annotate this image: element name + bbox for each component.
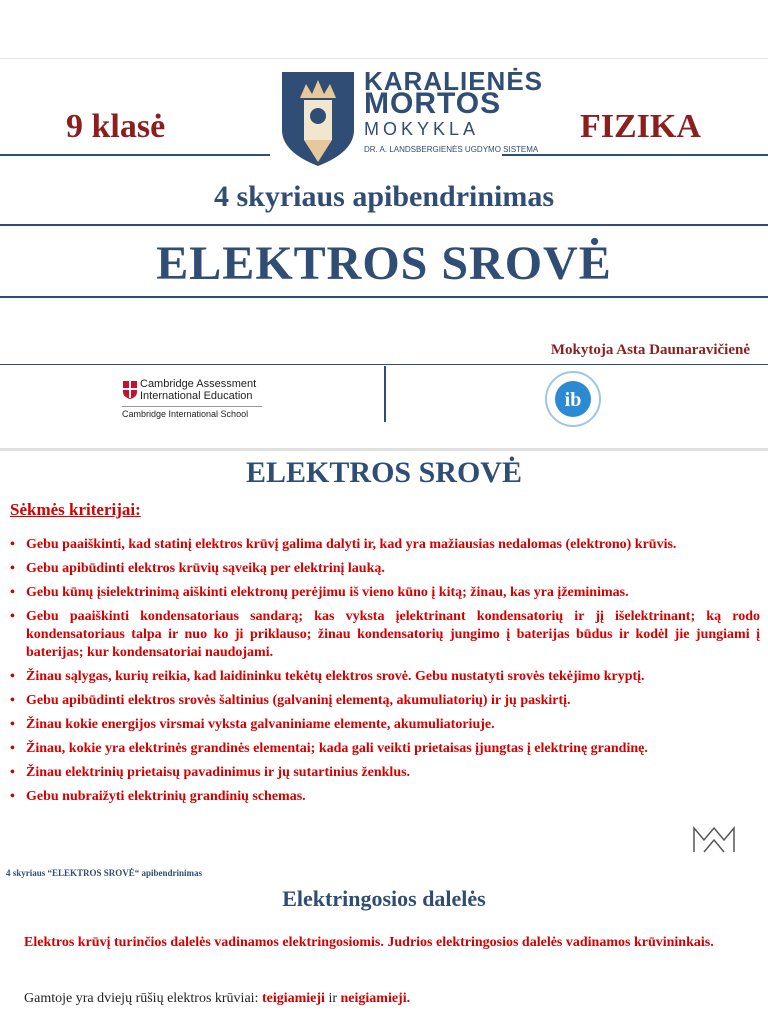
logo-line-2: MORTOS xyxy=(364,87,502,120)
criteria-heading: Sėkmės kriterijai: xyxy=(10,500,141,519)
divider-bottom xyxy=(0,296,768,298)
logo-line-1: KARALIENĖS xyxy=(364,66,544,96)
list-item: • Gebu apibūdinti elektros srovės šaltinius (galvaninį elementą, akumuliatorių) ir jų paskirtį. xyxy=(8,692,760,710)
particles-slide-title: Elektringosios dalelės xyxy=(282,886,486,911)
school-monogram-icon xyxy=(690,826,740,854)
school-crest-icon xyxy=(280,70,356,168)
list-item: • Gebu nubraižyti elektrinių grandinių schemas. xyxy=(8,788,760,806)
charge-types-prefix: Gamtoje yra dviejų rūšių elektros krūviai: xyxy=(24,991,262,1006)
cambridge-shield-icon xyxy=(122,380,138,400)
charge-types-paragraph xyxy=(24,991,410,1007)
teacher-name: Mokytoja Asta Daunaravičienė xyxy=(550,342,750,358)
cambridge-line-1: Cambridge Assessment xyxy=(140,378,257,390)
subject-label: FIZIKA xyxy=(580,108,701,145)
divider-mid xyxy=(0,224,768,226)
definition-paragraph: Elektros krūvį turinčios dalelės vadinamos elektringosiomis. Judrios elektringosios dalelės vadinamos krūvininkais. xyxy=(24,935,714,950)
logo-separator xyxy=(384,366,386,422)
ib-logo-icon xyxy=(544,370,602,428)
list-item: • Gebu paaiškinti, kad statinį elektros krūvį galima dalyti ir, kad yra mažiausias nedalomas (elektrono) krūvis. xyxy=(8,536,760,554)
divider-left xyxy=(0,154,270,156)
list-item: • Žinau elektrinių prietaisų pavadinimus ir jų sutartinius ženklus. xyxy=(8,764,760,782)
negative-charge-label: neigiamieji. xyxy=(340,991,411,1006)
cambridge-line-2: International Education xyxy=(140,390,253,402)
criteria-slide-title: ELEKTROS SROVĖ xyxy=(246,456,522,489)
list-item: • Gebu paaiškinti kondensatoriaus sandarą; kas vyksta įelektrinant kondensatorių ir jį išelektrinant; ką rodo kondensatoriaus talpa ir nuo ko ji priklauso; žinau kondensatorių jungimo į baterijas būdus ir kodėl jie jungiami į baterijas; kur kondensatoriai naudojami. xyxy=(8,608,760,662)
list-item: • Žinau, kokie yra elektrinės grandinės elementai; kada gali veikti prietaisas įjungtas į elektrinę grandinę. xyxy=(8,740,760,758)
charge-types-mid: ir xyxy=(324,991,341,1006)
class-label: 9 klasė xyxy=(66,108,166,145)
list-item: • Žinau sąlygas, kurių reikia, kad laidininku tekėtų elektros srovė. Gebu nustatyti srovės tekėjimo kryptį. xyxy=(8,668,760,686)
criteria-list xyxy=(8,536,760,812)
list-item: • Gebu kūnų įsielektrinimą aiškinti elektronų perėjimu iš vieno kūno į kitą; žinau, kas yra įžeminimas. xyxy=(8,584,760,602)
ib-logo-text: ib xyxy=(564,389,582,411)
cambridge-logo xyxy=(140,378,280,402)
top-gap xyxy=(0,0,768,58)
divider-logos xyxy=(0,364,768,365)
divider-right xyxy=(502,154,768,156)
slide-subtitle: 4 skyriaus apibendrinimas xyxy=(213,180,555,213)
list-item: • Gebu apibūdinti elektros krūvių sąveiką per elektrinį lauką. xyxy=(8,560,760,578)
logo-line-4: DR. A. LANDSBERGIENĖS UGDYMO SISTEMA xyxy=(364,145,539,154)
slide-title: ELEKTROS SROVĖ xyxy=(156,237,612,290)
footer-note: 4 skyriaus “ELEKTROS SROVĖ“ apibendrinimas xyxy=(6,868,203,878)
logo-line-3: MOKYKLA xyxy=(364,119,480,139)
positive-charge-label: teigiamieji xyxy=(261,991,325,1006)
cambridge-line-3: Cambridge International School xyxy=(122,406,262,419)
list-item: • Žinau kokie energijos virsmai vyksta galvaniniame elemente, akumuliatoriuje. xyxy=(8,716,760,734)
